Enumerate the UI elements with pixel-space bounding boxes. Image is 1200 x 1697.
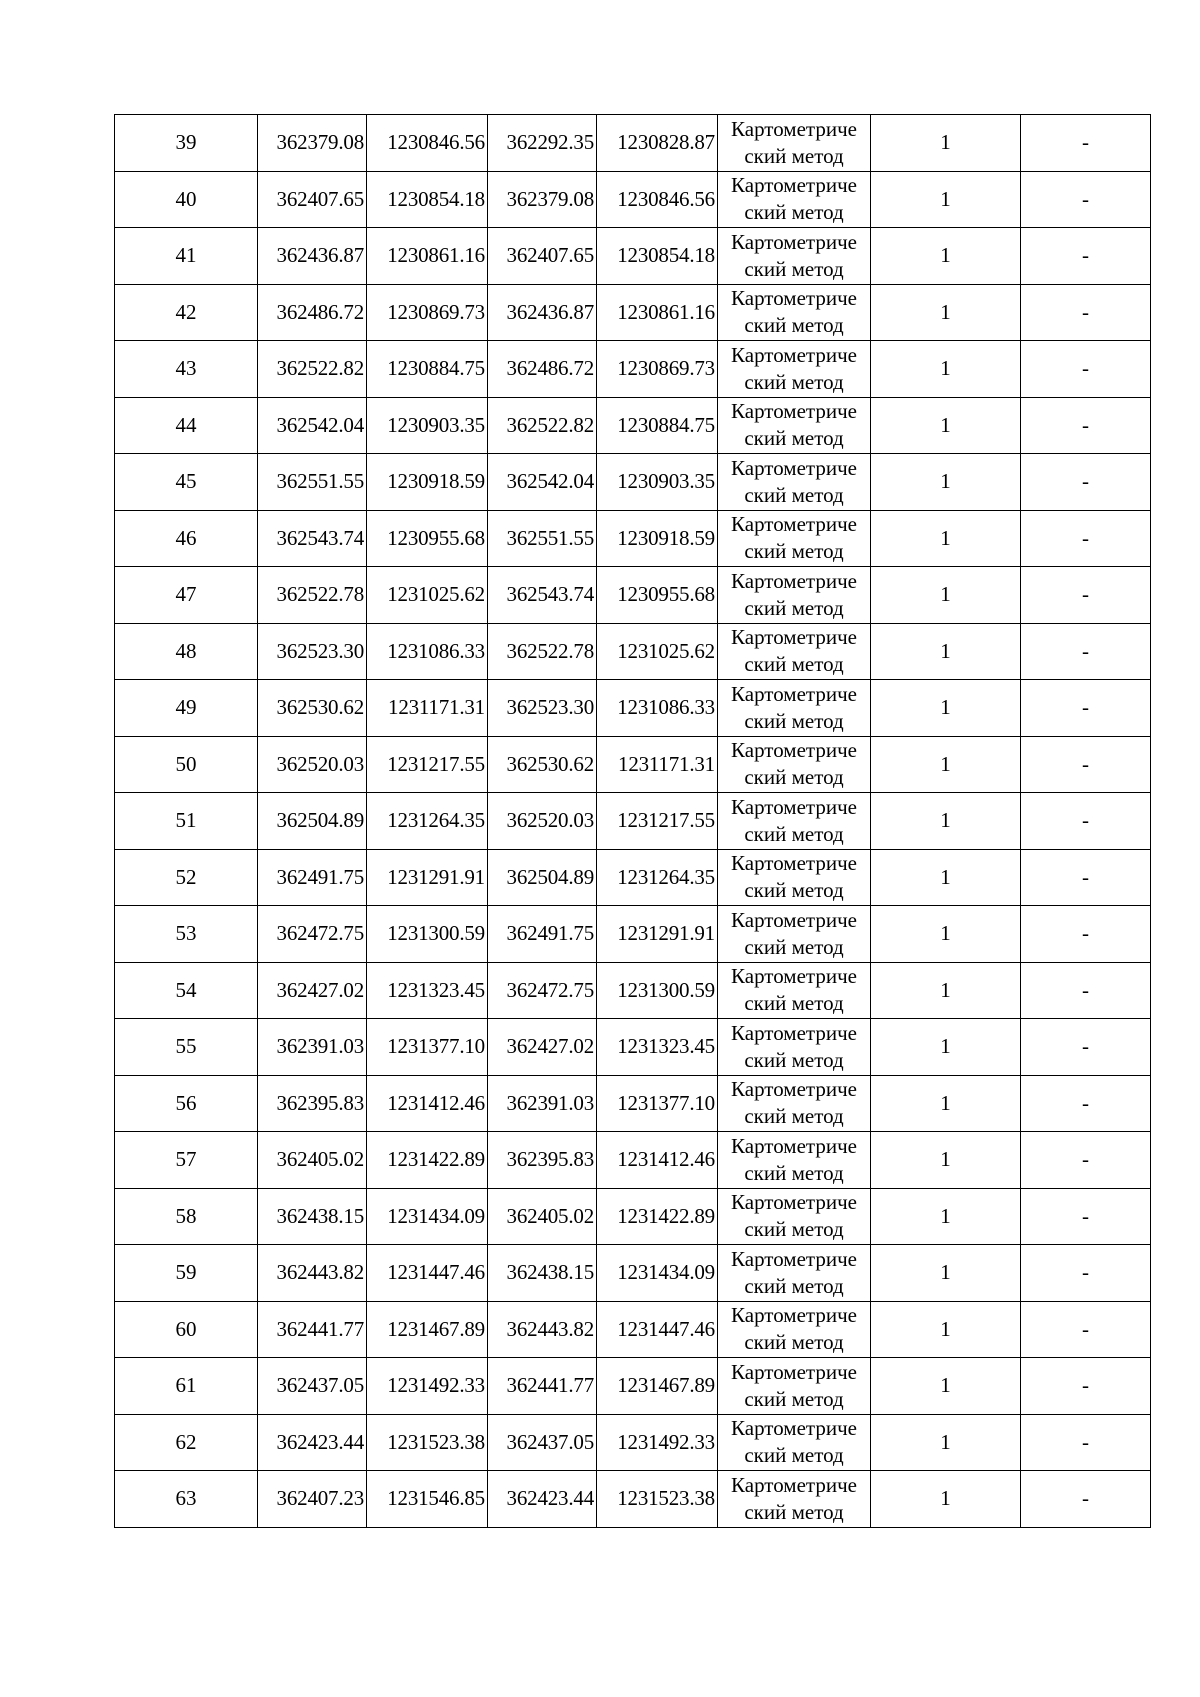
x1-coordinate-cell: 362436.87 bbox=[258, 228, 367, 285]
x2-coordinate-cell: 362543.74 bbox=[488, 567, 597, 624]
point-number-cell: 52 bbox=[115, 849, 258, 906]
point-number-cell: 39 bbox=[115, 115, 258, 172]
method-text-line-1: Картометриче bbox=[731, 851, 857, 876]
y2-coordinate-cell: 1231467.89 bbox=[597, 1358, 718, 1415]
note-cell: - bbox=[1021, 171, 1151, 228]
accuracy-cell: 1 bbox=[871, 1471, 1021, 1528]
x1-coordinate-cell: 362522.78 bbox=[258, 567, 367, 624]
y2-coordinate-cell: 1231291.91 bbox=[597, 906, 718, 963]
accuracy-cell: 1 bbox=[871, 793, 1021, 850]
note-cell: - bbox=[1021, 228, 1151, 285]
point-number-cell: 58 bbox=[115, 1188, 258, 1245]
method-text-line-2: ский метод bbox=[744, 369, 844, 394]
x1-coordinate-cell: 362504.89 bbox=[258, 793, 367, 850]
y2-coordinate-cell: 1231447.46 bbox=[597, 1301, 718, 1358]
accuracy-cell: 1 bbox=[871, 1245, 1021, 1302]
x1-coordinate-cell: 362438.15 bbox=[258, 1188, 367, 1245]
method-text-line-1: Картометриче bbox=[731, 794, 857, 819]
method-text-line-1: Картометриче bbox=[731, 907, 857, 932]
method-text-line-1: Картометриче bbox=[731, 512, 857, 537]
point-number-cell: 61 bbox=[115, 1358, 258, 1415]
table-row bbox=[115, 1414, 1151, 1471]
x1-coordinate-cell: 362542.04 bbox=[258, 397, 367, 454]
x1-coordinate-cell: 362522.82 bbox=[258, 341, 367, 398]
accuracy-cell: 1 bbox=[871, 1188, 1021, 1245]
table-row bbox=[115, 341, 1151, 398]
y1-coordinate-cell: 1231300.59 bbox=[367, 906, 488, 963]
method-cell bbox=[718, 1019, 871, 1076]
method-cell bbox=[718, 1245, 871, 1302]
y2-coordinate-cell: 1230918.59 bbox=[597, 510, 718, 567]
method-text-line-1: Картометриче bbox=[731, 399, 857, 424]
accuracy-cell: 1 bbox=[871, 849, 1021, 906]
y1-coordinate-cell: 1231422.89 bbox=[367, 1132, 488, 1189]
method-text-line-2: ский метод bbox=[744, 1160, 844, 1185]
method-text-line-1: Картометриче bbox=[731, 116, 857, 141]
x1-coordinate-cell: 362551.55 bbox=[258, 454, 367, 511]
method-text-line-1: Картометриче bbox=[731, 173, 857, 198]
table-row bbox=[115, 171, 1151, 228]
point-number-cell: 53 bbox=[115, 906, 258, 963]
point-number-cell: 50 bbox=[115, 736, 258, 793]
accuracy-cell: 1 bbox=[871, 567, 1021, 624]
note-cell: - bbox=[1021, 1358, 1151, 1415]
y1-coordinate-cell: 1231492.33 bbox=[367, 1358, 488, 1415]
x2-coordinate-cell: 362504.89 bbox=[488, 849, 597, 906]
table-row bbox=[115, 1358, 1151, 1415]
accuracy-cell: 1 bbox=[871, 680, 1021, 737]
method-cell bbox=[718, 510, 871, 567]
method-text-line-1: Картометриче bbox=[731, 625, 857, 650]
accuracy-cell: 1 bbox=[871, 341, 1021, 398]
x1-coordinate-cell: 362443.82 bbox=[258, 1245, 367, 1302]
method-text-line-2: ский метод bbox=[744, 1330, 844, 1355]
accuracy-cell: 1 bbox=[871, 228, 1021, 285]
accuracy-cell: 1 bbox=[871, 1301, 1021, 1358]
accuracy-cell: 1 bbox=[871, 1358, 1021, 1415]
method-cell bbox=[718, 171, 871, 228]
table-row bbox=[115, 1301, 1151, 1358]
y1-coordinate-cell: 1230918.59 bbox=[367, 454, 488, 511]
note-cell: - bbox=[1021, 454, 1151, 511]
point-number-cell: 45 bbox=[115, 454, 258, 511]
method-cell bbox=[718, 1188, 871, 1245]
x2-coordinate-cell: 362523.30 bbox=[488, 680, 597, 737]
x2-coordinate-cell: 362491.75 bbox=[488, 906, 597, 963]
method-text-line-2: ский метод bbox=[744, 652, 844, 677]
table-body bbox=[115, 115, 1151, 1528]
y1-coordinate-cell: 1230903.35 bbox=[367, 397, 488, 454]
method-text-line-1: Картометриче bbox=[731, 1359, 857, 1384]
x1-coordinate-cell: 362530.62 bbox=[258, 680, 367, 737]
table-row bbox=[115, 567, 1151, 624]
x2-coordinate-cell: 362486.72 bbox=[488, 341, 597, 398]
x1-coordinate-cell: 362391.03 bbox=[258, 1019, 367, 1076]
point-number-cell: 51 bbox=[115, 793, 258, 850]
y1-coordinate-cell: 1231025.62 bbox=[367, 567, 488, 624]
note-cell: - bbox=[1021, 1188, 1151, 1245]
x1-coordinate-cell: 362491.75 bbox=[258, 849, 367, 906]
table-row bbox=[115, 680, 1151, 737]
coordinates-table bbox=[114, 114, 1151, 1528]
point-number-cell: 59 bbox=[115, 1245, 258, 1302]
table-row bbox=[115, 454, 1151, 511]
y1-coordinate-cell: 1231086.33 bbox=[367, 623, 488, 680]
method-cell bbox=[718, 1471, 871, 1528]
point-number-cell: 62 bbox=[115, 1414, 258, 1471]
x2-coordinate-cell: 362438.15 bbox=[488, 1245, 597, 1302]
point-number-cell: 57 bbox=[115, 1132, 258, 1189]
x1-coordinate-cell: 362441.77 bbox=[258, 1301, 367, 1358]
x2-coordinate-cell: 362551.55 bbox=[488, 510, 597, 567]
note-cell: - bbox=[1021, 115, 1151, 172]
y1-coordinate-cell: 1231523.38 bbox=[367, 1414, 488, 1471]
x2-coordinate-cell: 362443.82 bbox=[488, 1301, 597, 1358]
point-number-cell: 46 bbox=[115, 510, 258, 567]
x2-coordinate-cell: 362520.03 bbox=[488, 793, 597, 850]
x1-coordinate-cell: 362395.83 bbox=[258, 1075, 367, 1132]
table-row bbox=[115, 962, 1151, 1019]
x1-coordinate-cell: 362523.30 bbox=[258, 623, 367, 680]
accuracy-cell: 1 bbox=[871, 1075, 1021, 1132]
y1-coordinate-cell: 1230955.68 bbox=[367, 510, 488, 567]
method-text-line-1: Картометриче bbox=[731, 455, 857, 480]
method-text-line-2: ский метод bbox=[744, 878, 844, 903]
accuracy-cell: 1 bbox=[871, 454, 1021, 511]
y2-coordinate-cell: 1231412.46 bbox=[597, 1132, 718, 1189]
note-cell: - bbox=[1021, 284, 1151, 341]
point-number-cell: 54 bbox=[115, 962, 258, 1019]
table-row bbox=[115, 906, 1151, 963]
table-row bbox=[115, 1132, 1151, 1189]
y1-coordinate-cell: 1230869.73 bbox=[367, 284, 488, 341]
point-number-cell: 49 bbox=[115, 680, 258, 737]
method-text-line-1: Картометриче bbox=[731, 568, 857, 593]
method-text-line-2: ский метод bbox=[744, 708, 844, 733]
y2-coordinate-cell: 1230846.56 bbox=[597, 171, 718, 228]
y2-coordinate-cell: 1231492.33 bbox=[597, 1414, 718, 1471]
accuracy-cell: 1 bbox=[871, 962, 1021, 1019]
accuracy-cell: 1 bbox=[871, 906, 1021, 963]
y2-coordinate-cell: 1230869.73 bbox=[597, 341, 718, 398]
point-number-cell: 55 bbox=[115, 1019, 258, 1076]
method-cell bbox=[718, 736, 871, 793]
y2-coordinate-cell: 1230861.16 bbox=[597, 284, 718, 341]
method-cell bbox=[718, 962, 871, 1019]
x1-coordinate-cell: 362437.05 bbox=[258, 1358, 367, 1415]
method-text-line-1: Картометриче bbox=[731, 342, 857, 367]
x2-coordinate-cell: 362292.35 bbox=[488, 115, 597, 172]
method-text-line-2: ский метод bbox=[744, 1217, 844, 1242]
x2-coordinate-cell: 362542.04 bbox=[488, 454, 597, 511]
y2-coordinate-cell: 1230955.68 bbox=[597, 567, 718, 624]
method-text-line-2: ский метод bbox=[744, 991, 844, 1016]
note-cell: - bbox=[1021, 736, 1151, 793]
method-text-line-2: ский метод bbox=[744, 1104, 844, 1129]
x1-coordinate-cell: 362543.74 bbox=[258, 510, 367, 567]
table-row bbox=[115, 793, 1151, 850]
table-row bbox=[115, 623, 1151, 680]
method-cell bbox=[718, 1075, 871, 1132]
accuracy-cell: 1 bbox=[871, 115, 1021, 172]
accuracy-cell: 1 bbox=[871, 736, 1021, 793]
method-text-line-2: ский метод bbox=[744, 1499, 844, 1524]
method-cell bbox=[718, 284, 871, 341]
method-cell bbox=[718, 1358, 871, 1415]
y1-coordinate-cell: 1230854.18 bbox=[367, 171, 488, 228]
accuracy-cell: 1 bbox=[871, 397, 1021, 454]
x1-coordinate-cell: 362427.02 bbox=[258, 962, 367, 1019]
method-cell bbox=[718, 454, 871, 511]
y2-coordinate-cell: 1231086.33 bbox=[597, 680, 718, 737]
y1-coordinate-cell: 1231264.35 bbox=[367, 793, 488, 850]
x1-coordinate-cell: 362423.44 bbox=[258, 1414, 367, 1471]
method-text-line-1: Картометриче bbox=[731, 1077, 857, 1102]
method-text-line-1: Картометриче bbox=[731, 1472, 857, 1497]
x2-coordinate-cell: 362522.82 bbox=[488, 397, 597, 454]
x2-coordinate-cell: 362379.08 bbox=[488, 171, 597, 228]
accuracy-cell: 1 bbox=[871, 284, 1021, 341]
method-text-line-2: ский метод bbox=[744, 256, 844, 281]
x2-coordinate-cell: 362472.75 bbox=[488, 962, 597, 1019]
x2-coordinate-cell: 362395.83 bbox=[488, 1132, 597, 1189]
y2-coordinate-cell: 1231217.55 bbox=[597, 793, 718, 850]
x2-coordinate-cell: 362437.05 bbox=[488, 1414, 597, 1471]
table-row bbox=[115, 1075, 1151, 1132]
x1-coordinate-cell: 362486.72 bbox=[258, 284, 367, 341]
point-number-cell: 41 bbox=[115, 228, 258, 285]
y1-coordinate-cell: 1231434.09 bbox=[367, 1188, 488, 1245]
note-cell: - bbox=[1021, 510, 1151, 567]
method-text-line-1: Картометриче bbox=[731, 1246, 857, 1271]
method-cell bbox=[718, 228, 871, 285]
method-text-line-2: ский метод bbox=[744, 595, 844, 620]
method-text-line-2: ский метод bbox=[744, 426, 844, 451]
x1-coordinate-cell: 362472.75 bbox=[258, 906, 367, 963]
table-row bbox=[115, 228, 1151, 285]
method-text-line-1: Картометриче bbox=[731, 1303, 857, 1328]
point-number-cell: 56 bbox=[115, 1075, 258, 1132]
method-text-line-2: ский метод bbox=[744, 482, 844, 507]
y1-coordinate-cell: 1231377.10 bbox=[367, 1019, 488, 1076]
y1-coordinate-cell: 1231467.89 bbox=[367, 1301, 488, 1358]
y2-coordinate-cell: 1231171.31 bbox=[597, 736, 718, 793]
table-row bbox=[115, 397, 1151, 454]
y2-coordinate-cell: 1231025.62 bbox=[597, 623, 718, 680]
accuracy-cell: 1 bbox=[871, 1414, 1021, 1471]
table-row bbox=[115, 284, 1151, 341]
x1-coordinate-cell: 362520.03 bbox=[258, 736, 367, 793]
x2-coordinate-cell: 362522.78 bbox=[488, 623, 597, 680]
method-text-line-1: Картометриче bbox=[731, 738, 857, 763]
y1-coordinate-cell: 1231546.85 bbox=[367, 1471, 488, 1528]
note-cell: - bbox=[1021, 397, 1151, 454]
note-cell: - bbox=[1021, 341, 1151, 398]
x2-coordinate-cell: 362441.77 bbox=[488, 1358, 597, 1415]
method-text-line-1: Картометриче bbox=[731, 1020, 857, 1045]
table-row bbox=[115, 1245, 1151, 1302]
method-text-line-1: Картометриче bbox=[731, 1133, 857, 1158]
table-row bbox=[115, 510, 1151, 567]
method-cell bbox=[718, 567, 871, 624]
y2-coordinate-cell: 1230903.35 bbox=[597, 454, 718, 511]
point-number-cell: 47 bbox=[115, 567, 258, 624]
method-text-line-1: Картометриче bbox=[731, 1416, 857, 1441]
y2-coordinate-cell: 1231300.59 bbox=[597, 962, 718, 1019]
x2-coordinate-cell: 362427.02 bbox=[488, 1019, 597, 1076]
method-cell bbox=[718, 341, 871, 398]
y2-coordinate-cell: 1231434.09 bbox=[597, 1245, 718, 1302]
accuracy-cell: 1 bbox=[871, 1019, 1021, 1076]
note-cell: - bbox=[1021, 680, 1151, 737]
method-text-line-1: Картометриче bbox=[731, 286, 857, 311]
note-cell: - bbox=[1021, 906, 1151, 963]
point-number-cell: 44 bbox=[115, 397, 258, 454]
method-text-line-2: ский метод bbox=[744, 934, 844, 959]
x1-coordinate-cell: 362407.65 bbox=[258, 171, 367, 228]
x1-coordinate-cell: 362405.02 bbox=[258, 1132, 367, 1189]
table-row bbox=[115, 115, 1151, 172]
method-cell bbox=[718, 1414, 871, 1471]
method-text-line-2: ский метод bbox=[744, 1443, 844, 1468]
method-text-line-2: ский метод bbox=[744, 1273, 844, 1298]
y1-coordinate-cell: 1231291.91 bbox=[367, 849, 488, 906]
y1-coordinate-cell: 1231217.55 bbox=[367, 736, 488, 793]
note-cell: - bbox=[1021, 1414, 1151, 1471]
y2-coordinate-cell: 1230828.87 bbox=[597, 115, 718, 172]
x2-coordinate-cell: 362436.87 bbox=[488, 284, 597, 341]
method-text-line-1: Картометриче bbox=[731, 964, 857, 989]
note-cell: - bbox=[1021, 1132, 1151, 1189]
method-cell bbox=[718, 1301, 871, 1358]
x2-coordinate-cell: 362530.62 bbox=[488, 736, 597, 793]
note-cell: - bbox=[1021, 962, 1151, 1019]
note-cell: - bbox=[1021, 1019, 1151, 1076]
method-cell bbox=[718, 115, 871, 172]
method-cell bbox=[718, 397, 871, 454]
note-cell: - bbox=[1021, 567, 1151, 624]
method-text-line-2: ский метод bbox=[744, 200, 844, 225]
point-number-cell: 42 bbox=[115, 284, 258, 341]
method-text-line-2: ский метод bbox=[744, 1386, 844, 1411]
note-cell: - bbox=[1021, 793, 1151, 850]
table-row bbox=[115, 1019, 1151, 1076]
y2-coordinate-cell: 1230854.18 bbox=[597, 228, 718, 285]
table-row bbox=[115, 1471, 1151, 1528]
method-text-line-2: ский метод bbox=[744, 821, 844, 846]
y1-coordinate-cell: 1231323.45 bbox=[367, 962, 488, 1019]
note-cell: - bbox=[1021, 1471, 1151, 1528]
x2-coordinate-cell: 362407.65 bbox=[488, 228, 597, 285]
x1-coordinate-cell: 362407.23 bbox=[258, 1471, 367, 1528]
method-text-line-2: ский метод bbox=[744, 765, 844, 790]
x2-coordinate-cell: 362405.02 bbox=[488, 1188, 597, 1245]
x2-coordinate-cell: 362391.03 bbox=[488, 1075, 597, 1132]
method-text-line-2: ский метод bbox=[744, 143, 844, 168]
method-text-line-2: ский метод bbox=[744, 313, 844, 338]
method-cell bbox=[718, 1132, 871, 1189]
method-cell bbox=[718, 623, 871, 680]
y2-coordinate-cell: 1231377.10 bbox=[597, 1075, 718, 1132]
table-row bbox=[115, 1188, 1151, 1245]
point-number-cell: 40 bbox=[115, 171, 258, 228]
y2-coordinate-cell: 1230884.75 bbox=[597, 397, 718, 454]
y2-coordinate-cell: 1231264.35 bbox=[597, 849, 718, 906]
table-row bbox=[115, 849, 1151, 906]
accuracy-cell: 1 bbox=[871, 510, 1021, 567]
point-number-cell: 48 bbox=[115, 623, 258, 680]
y1-coordinate-cell: 1230846.56 bbox=[367, 115, 488, 172]
x1-coordinate-cell: 362379.08 bbox=[258, 115, 367, 172]
method-text-line-1: Картометриче bbox=[731, 229, 857, 254]
y2-coordinate-cell: 1231422.89 bbox=[597, 1188, 718, 1245]
accuracy-cell: 1 bbox=[871, 623, 1021, 680]
method-text-line-2: ский метод bbox=[744, 539, 844, 564]
method-cell bbox=[718, 906, 871, 963]
method-cell bbox=[718, 849, 871, 906]
note-cell: - bbox=[1021, 849, 1151, 906]
y1-coordinate-cell: 1231447.46 bbox=[367, 1245, 488, 1302]
accuracy-cell: 1 bbox=[871, 1132, 1021, 1189]
y1-coordinate-cell: 1230861.16 bbox=[367, 228, 488, 285]
note-cell: - bbox=[1021, 1245, 1151, 1302]
note-cell: - bbox=[1021, 623, 1151, 680]
method-cell bbox=[718, 793, 871, 850]
y2-coordinate-cell: 1231323.45 bbox=[597, 1019, 718, 1076]
accuracy-cell: 1 bbox=[871, 171, 1021, 228]
method-text-line-1: Картометриче bbox=[731, 1190, 857, 1215]
point-number-cell: 60 bbox=[115, 1301, 258, 1358]
method-text-line-1: Картометриче bbox=[731, 681, 857, 706]
method-text-line-2: ский метод bbox=[744, 1047, 844, 1072]
method-cell bbox=[718, 680, 871, 737]
note-cell: - bbox=[1021, 1075, 1151, 1132]
note-cell: - bbox=[1021, 1301, 1151, 1358]
point-number-cell: 43 bbox=[115, 341, 258, 398]
point-number-cell: 63 bbox=[115, 1471, 258, 1528]
y1-coordinate-cell: 1231171.31 bbox=[367, 680, 488, 737]
y2-coordinate-cell: 1231523.38 bbox=[597, 1471, 718, 1528]
table-row bbox=[115, 736, 1151, 793]
y1-coordinate-cell: 1230884.75 bbox=[367, 341, 488, 398]
x2-coordinate-cell: 362423.44 bbox=[488, 1471, 597, 1528]
y1-coordinate-cell: 1231412.46 bbox=[367, 1075, 488, 1132]
